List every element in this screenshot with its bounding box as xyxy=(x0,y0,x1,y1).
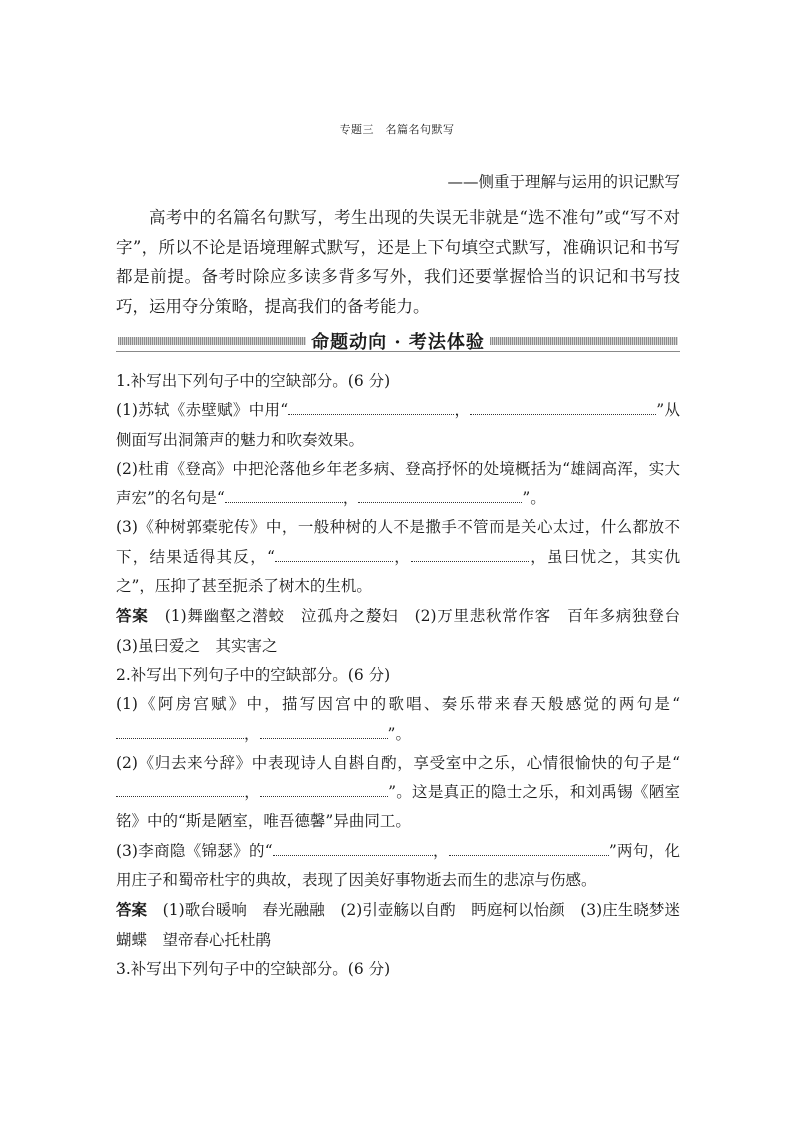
answer-blank[interactable] xyxy=(411,547,529,562)
question-text: ”。 xyxy=(522,489,546,508)
question-1-item-2 xyxy=(116,455,680,514)
section-banner xyxy=(116,327,680,355)
answer-blank[interactable] xyxy=(273,841,433,856)
question-text: ”两句，化用庄子和蜀帝杜宇的典故，表现了因美好事物逝去而生的悲凉与伤感。 xyxy=(116,841,680,890)
question-text: ， xyxy=(342,489,359,508)
question-text: (3)《种树郭橐驼传》中，一般种树的人不是撒手不管而是关心太过，什么都放不下，结果适得其反，“ xyxy=(116,518,680,566)
question-1-title: 1.补写出下列句子中的空缺部分。(6 分) xyxy=(116,372,391,390)
answer-blank[interactable] xyxy=(275,547,393,562)
question-2-title: 2.补写出下列句子中的空缺部分。(6 分) xyxy=(116,665,391,684)
question-body xyxy=(116,367,696,984)
question-text: ， xyxy=(244,724,260,743)
question-1-item-3 xyxy=(116,513,680,601)
question-text: (3)李商隐《锦瑟》的“ xyxy=(116,841,273,860)
question-text: ”。这是真正的隐士之乐，和刘禹锡《陋室铭》中的“斯是陋室，唯吾德馨”异曲同工。 xyxy=(116,783,680,831)
question-text: (2)杜甫《登高》中把沦落他乡年老多病、登高抒怀的处境概括为“雄阔高浑，实大声宏”的名句是“ xyxy=(116,459,680,508)
answer-blank[interactable] xyxy=(260,782,388,797)
question-text: (1)苏轼《赤壁赋》中用“ xyxy=(116,401,289,420)
answer-blank[interactable] xyxy=(358,488,522,503)
question-3-title: 3.补写出下列句子中的空缺部分。(6 分) xyxy=(116,959,391,978)
question-1-item-1 xyxy=(116,396,680,455)
answer-text: (1)舞幽壑之潜蛟 泣孤舟之嫠妇 (2)万里悲秋常作客 百年多病独登台 (3)虽曰爱之 其实害之 xyxy=(116,607,696,655)
answer-text: (1)歌台暖响 春光融融 (2)引壶觞以自酌 眄庭柯以怡颜 (3)庄生晓梦迷蝴蝶 望帝春心托杜鹃 xyxy=(116,901,680,949)
answer-blank[interactable] xyxy=(225,488,343,503)
question-2-item-3 xyxy=(116,837,680,896)
answer-label: 答案 xyxy=(116,900,148,920)
answer-label: 答案 xyxy=(116,606,149,626)
question-text: (2)《归去来兮辞》中表现诗人自斟自酌，享受室中之乐，心情很愉快的句子是“ xyxy=(116,753,680,772)
banner-title: 命题动向 · 考法体验 xyxy=(311,332,485,353)
question-text: ”从侧面写出洞箫声的魅力和吹奏效果。 xyxy=(116,401,680,449)
question-text: (1)《阿房宫赋》中，描写因宫中的歌唱、奏乐带来春天般感觉的两句是“ xyxy=(116,695,680,714)
answer-blank[interactable] xyxy=(116,782,244,797)
page-header: 专题三 名篇名句默写 xyxy=(339,123,455,136)
question-text: ”。 xyxy=(387,724,411,743)
answer-blank[interactable] xyxy=(470,400,656,415)
question-text: ， xyxy=(244,783,261,802)
question-2-item-2 xyxy=(116,749,680,837)
question-text: ，虽曰忧之，其实仇之”，压抑了甚至扼杀了树木的生机。 xyxy=(116,547,680,596)
section-subtitle: ——侧重于理解与运用的识记默写 xyxy=(447,173,680,191)
question-2-item-1 xyxy=(116,690,680,749)
question-text: ， xyxy=(392,547,411,566)
question-2-answer xyxy=(116,895,680,955)
question-text: ， xyxy=(432,841,449,860)
question-text: ， xyxy=(454,401,471,420)
answer-blank[interactable] xyxy=(116,724,244,739)
question-1-answer xyxy=(116,601,696,661)
answer-blank[interactable] xyxy=(449,841,609,856)
intro-paragraph: 高考中的名篇名句默写，考生出现的失误无非就是“选不准句”或“写不对字”，所以不论是语境理解式默写，还是上下句填空式默写，准确识记和书写都是前提。备考时除应多读多背多写外，我们还要掌握恰当的识记和书写技巧，运用夺分策略，提高我们的备考能力。 xyxy=(116,208,680,316)
answer-blank[interactable] xyxy=(260,724,388,739)
answer-blank[interactable] xyxy=(288,400,454,415)
